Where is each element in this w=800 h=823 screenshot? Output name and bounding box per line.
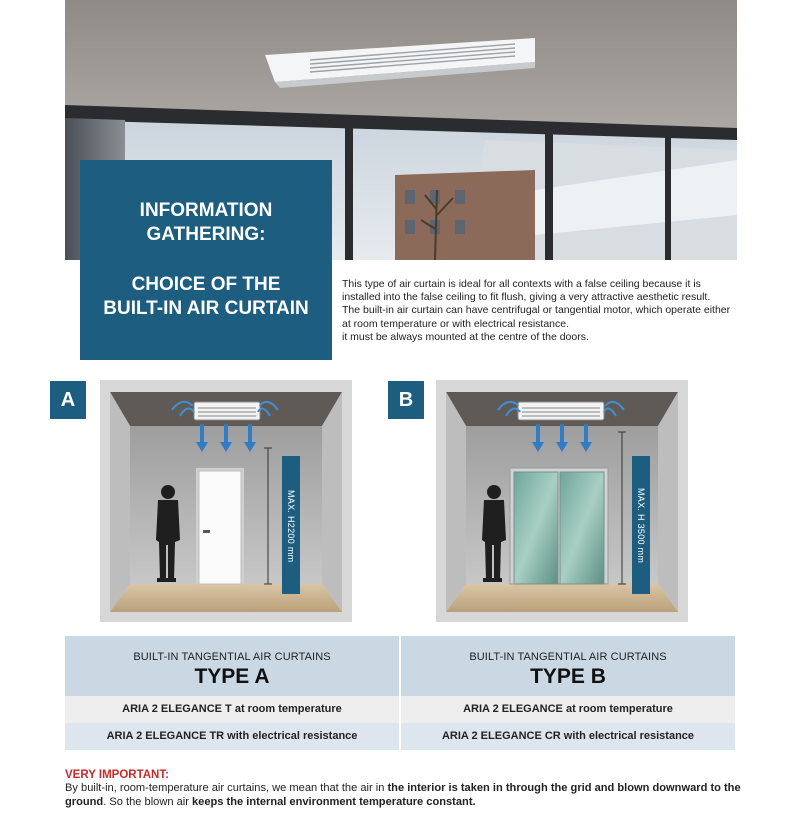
badge-b: B	[388, 381, 424, 419]
table-header-b	[399, 636, 735, 696]
title-heading-1	[140, 199, 273, 247]
table-cell-b-resistance: ARIA 2 ELEGANCE CR with electrical resistance	[399, 723, 735, 750]
description-paragraph-1: This type of air curtain is ideal for all contexts with a false ceiling because it is installed into the false ceiling to fit flush, giving a very attractive aesthetic result.	[342, 278, 711, 304]
illustration-type-b	[436, 380, 688, 622]
table-cell-a-room-temp: ARIA 2 ELEGANCE T at room temperature	[122, 703, 342, 715]
illustration-type-a	[100, 380, 352, 622]
important-note	[65, 769, 755, 809]
important-title: VERY IMPORTANT:	[65, 769, 169, 781]
header-subtitle-b: BUILT-IN TANGENTIAL AIR CURTAINS	[469, 651, 667, 663]
title-line-4: BUILT-IN AIR CURTAIN	[103, 298, 309, 319]
table-cell-a-resistance: ARIA 2 ELEGANCE TR with electrical resistance	[106, 730, 358, 742]
table-header-a	[65, 636, 399, 696]
description	[342, 278, 738, 344]
comparison-table	[65, 636, 735, 750]
important-bold-2: keeps the internal environment temperature constant.	[192, 795, 476, 808]
description-paragraph-3: it must be always mounted at the centre of the doors.	[342, 330, 589, 343]
important-text-1: By built-in, room-temperature air curtains, we mean that the air in	[65, 782, 388, 795]
title-heading-2	[103, 273, 308, 321]
description-paragraph-2: The built-in air curtain can have centrifugal or tangential motor, which operate either at room temperature or with electrical resistance.	[342, 304, 731, 330]
height-label-a-wrap	[282, 457, 300, 595]
header-type-b: TYPE B	[530, 665, 606, 688]
title-line-1: INFORMATION	[139, 200, 273, 221]
title-line-2: GATHERING:	[146, 224, 266, 245]
important-text-2: . So the blown air	[103, 795, 193, 808]
important-text	[65, 782, 755, 809]
height-label-b-wrap	[632, 457, 650, 595]
header-type-a: TYPE A	[194, 665, 270, 688]
table-row	[65, 723, 735, 750]
table-cell-b-room-temp: ARIA 2 ELEGANCE at room temperature	[399, 696, 735, 723]
important-bold-1: the interior is taken in through the grid and blown downward to the ground	[65, 782, 741, 808]
title-line-3: CHOICE OF THE	[131, 274, 281, 295]
table-header-row	[65, 636, 735, 696]
table-row	[65, 696, 735, 723]
height-label-b: MAX. H 3500 mm	[636, 488, 646, 564]
title-box	[80, 160, 332, 360]
header-subtitle-a: BUILT-IN TANGENTIAL AIR CURTAINS	[133, 651, 331, 663]
height-label-a: MAX. H2200 mm	[286, 489, 296, 563]
badge-a: A	[50, 381, 86, 419]
